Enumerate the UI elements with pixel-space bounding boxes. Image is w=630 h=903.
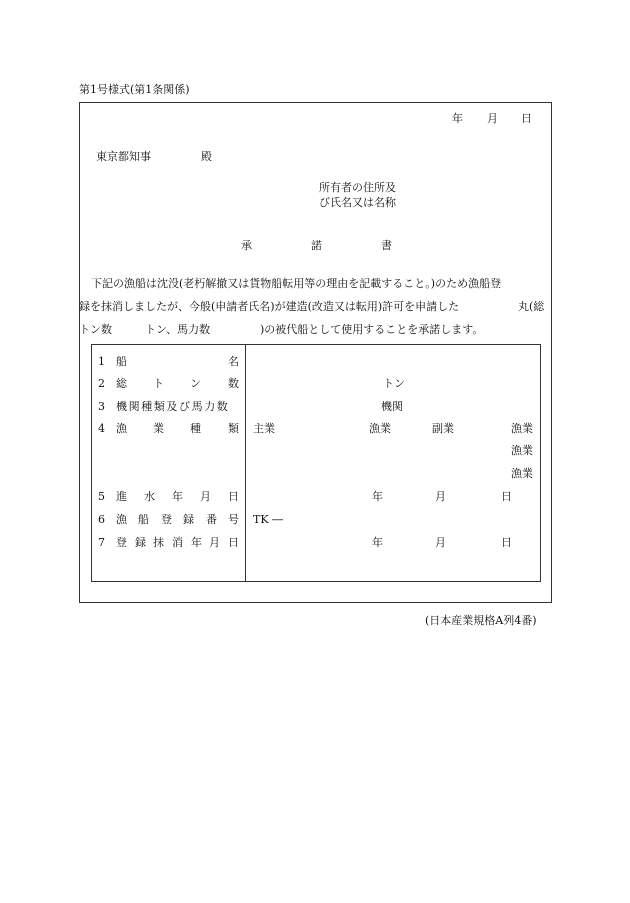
row-5-label-c1: 進 <box>116 490 127 503</box>
row-6-label-c6: 号 <box>228 513 239 526</box>
row-5-label-c2: 水 <box>144 490 155 503</box>
row-1-number: 1 <box>98 355 105 368</box>
fishery-sub-gyogyo-1: 漁業 <box>511 422 533 435</box>
launch-month: 月 <box>435 490 446 503</box>
row-1-label-c2: 名 <box>228 355 239 368</box>
row-7-label-c6: 月 <box>209 536 220 549</box>
owner-label-line2: び氏名又は名称 <box>319 196 396 209</box>
row-6-label-c2: 船 <box>138 513 149 526</box>
tonnage-unit: トン <box>383 377 405 390</box>
body-line-2a: 録を抹消しましたが、今般(申請者氏名)が建造(改造又は転用)許可を申請した <box>79 300 460 313</box>
row-5-label-c5: 日 <box>228 490 239 503</box>
row-2-label-c4: 数 <box>228 377 239 390</box>
addressee-honorific: 殿 <box>201 150 212 163</box>
row-7-label-c2: 録 <box>135 536 146 549</box>
fishery-sub-gyogyo-3: 漁業 <box>511 467 533 480</box>
row-6-number: 6 <box>98 513 105 526</box>
row-7-number: 7 <box>98 536 105 549</box>
row-2-label-c3: ン <box>190 377 201 390</box>
body-line-1: 下記の漁船は沈没(老朽解撤又は貨物船転用等の理由を記載すること。)のため漁船登 <box>91 277 502 290</box>
dereg-day: 日 <box>501 536 512 549</box>
row-6-label-c3: 登 <box>161 513 172 526</box>
row-3-number: 3 <box>98 400 105 413</box>
dereg-year: 年 <box>372 536 383 549</box>
fishery-sub: 副業 <box>432 422 454 435</box>
row-6-label-c4: 録 <box>183 513 194 526</box>
row-2-label-c1: 総 <box>116 377 127 390</box>
row-7-label-c7: 日 <box>228 536 239 549</box>
row-3-label: 機関種類及び馬力数 <box>116 400 230 413</box>
date-year: 年 <box>452 112 463 125</box>
row-5-label-c3: 年 <box>172 490 183 503</box>
row-5-number: 5 <box>98 490 105 503</box>
body-line-2b: 丸(総 <box>518 300 545 313</box>
fishery-main-gyogyo: 漁業 <box>369 422 391 435</box>
form-header: 第1号様式(第1条関係) <box>79 83 190 96</box>
owner-label-line1: 所有者の住所及 <box>319 181 396 194</box>
registration-number: TK ― <box>253 513 284 526</box>
launch-day: 日 <box>501 490 512 503</box>
row-6-label-c5: 番 <box>206 513 217 526</box>
body-line-3b: トン、馬力数 <box>145 323 211 336</box>
paper-size-note: (日本産業規格A列4番) <box>425 614 537 627</box>
table-divider <box>245 344 246 582</box>
row-4-label-c3: 種 <box>190 422 201 435</box>
body-line-3a: トン数 <box>79 323 112 336</box>
addressee-name: 東京都知事 <box>96 150 151 163</box>
date-month: 月 <box>487 112 498 125</box>
row-4-number: 4 <box>98 422 105 435</box>
row-4-label-c2: 業 <box>153 422 164 435</box>
body-line-3c: )の被代船として使用することを承諾します。 <box>260 323 484 336</box>
dereg-month: 月 <box>435 536 446 549</box>
fishery-main: 主業 <box>253 422 275 435</box>
title-char-3: 書 <box>381 239 392 252</box>
row-7-label-c3: 抹 <box>153 536 164 549</box>
row-4-label-c1: 漁 <box>116 422 127 435</box>
row-6-label-c1: 漁 <box>116 513 127 526</box>
row-1-label-c1: 船 <box>116 355 127 368</box>
date-day: 日 <box>521 112 532 125</box>
row-2-label-c2: ト <box>153 377 164 390</box>
row-5-label-c4: 月 <box>200 490 211 503</box>
title-char-2: 諾 <box>311 239 322 252</box>
launch-year: 年 <box>372 490 383 503</box>
row-4-label-c4: 類 <box>228 422 239 435</box>
engine-unit: 機関 <box>381 400 403 413</box>
row-7-label-c5: 年 <box>191 536 202 549</box>
title-char-1: 承 <box>241 239 252 252</box>
fishery-sub-gyogyo-2: 漁業 <box>511 444 533 457</box>
row-7-label-c4: 消 <box>172 536 183 549</box>
row-7-label-c1: 登 <box>116 536 127 549</box>
row-2-number: 2 <box>98 377 105 390</box>
